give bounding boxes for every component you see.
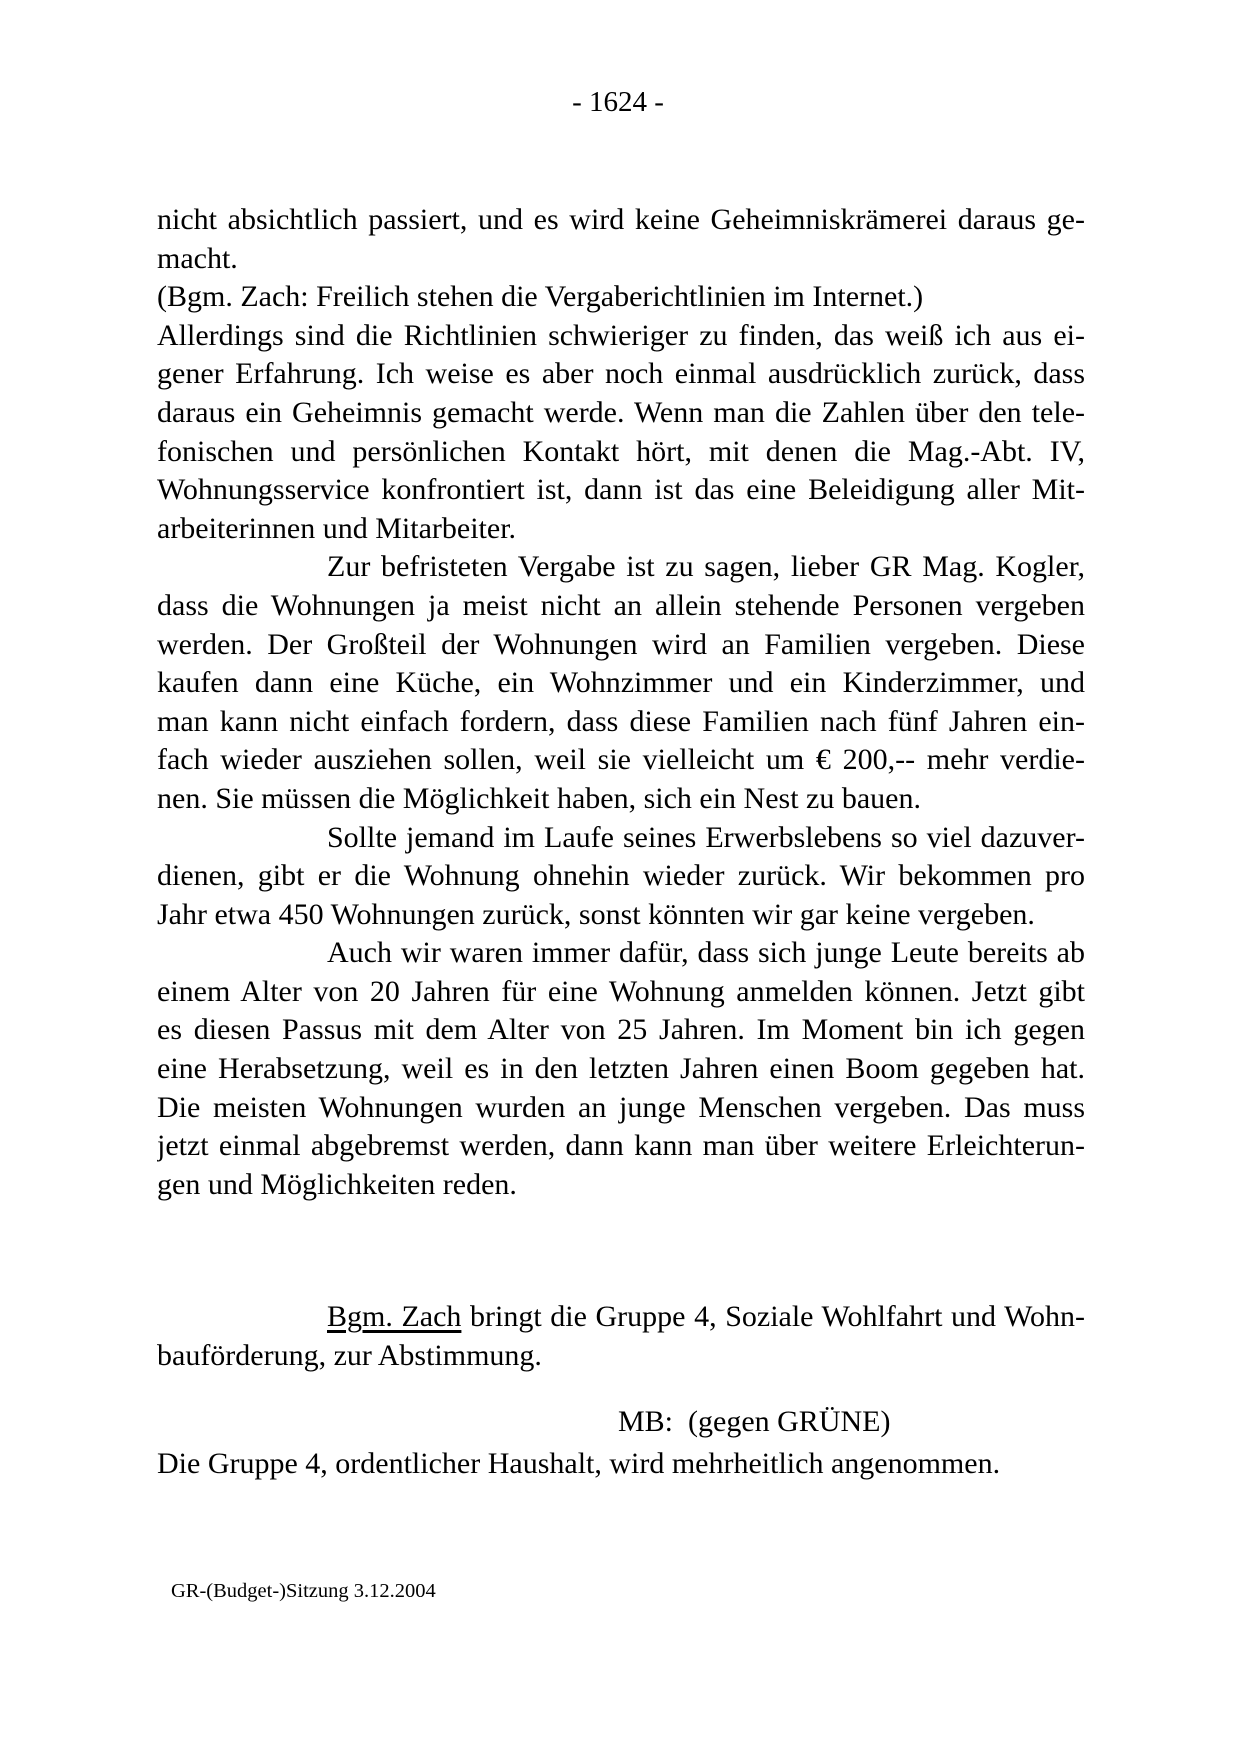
block-vote (157, 1403, 1085, 1442)
page-number: - 1624 - (572, 86, 664, 118)
block-speech-paragraph-2 (157, 548, 1085, 818)
block-result (157, 1445, 1085, 1484)
block-interjection (157, 278, 1085, 317)
text-line: werden. Der Großteil der Wohnungen wird an Familien vergeben. Diese (157, 627, 1085, 661)
text-line: einem Alter von 20 Jahren für eine Wohnung anmelden können. Jetzt gibt (157, 974, 1085, 1008)
text-line: Die meisten Wohnungen wurden an junge Menschen vergeben. Das muss (157, 1090, 1085, 1124)
text-line: gener Erfahrung. Ich weise es aber noch einmal ausdrücklich zurück, dass (157, 357, 1085, 391)
speaker-name-underlined: Bgm. Zach (327, 1300, 462, 1334)
text-line: Auch wir waren immer dafür, dass sich junge Leute bereits ab (327, 936, 1085, 970)
text-line: bauförderung, zur Abstimmung. (157, 1339, 542, 1373)
text-line: man kann nicht einfach fordern, dass diese Familien nach fünf Jahren ein- (157, 704, 1085, 738)
text-line: es diesen Passus mit dem Alter von 25 Jahren. Im Moment bin ich gegen (157, 1013, 1085, 1047)
text-line: fach wieder ausziehen sollen, weil sie vielleicht um € 200,-- mehr verdie- (157, 743, 1085, 777)
block-speech-paragraph-1 (157, 317, 1085, 549)
text-line: eine Herabsetzung, weil es in den letzten Jahren einen Boom gegeben hat. (157, 1052, 1085, 1086)
text-line: (Bgm. Zach: Freilich stehen die Vergaberichtlinien im Internet.) (157, 280, 924, 314)
page-footer: GR-(Budget-)Sitzung 3.12.2004 (171, 1580, 436, 1602)
text-line: nicht absichtlich passiert, und es wird keine Geheimniskrämerei daraus ge- (157, 203, 1085, 236)
block-paragraph-continuation (157, 201, 1085, 278)
text-line: kaufen dann eine Küche, ein Wohnzimmer und ein Kinderzimmer, und (157, 666, 1085, 700)
text-line: Zur befristeten Vergabe ist zu sagen, lieber GR Mag. Kogler, (327, 550, 1085, 584)
block-abstimmung (157, 1298, 1085, 1375)
block-speech-paragraph-4 (157, 934, 1085, 1204)
text-line: arbeiterinnen und Mitarbeiter. (157, 511, 517, 545)
result-line: Die Gruppe 4, ordentlicher Haushalt, wird mehrheitlich angenommen. (157, 1447, 1001, 1481)
text-line: macht. (157, 241, 238, 275)
text-line: dienen, gibt er die Wohnung ohnehin wieder zurück. Wir bekommen pro (157, 859, 1085, 893)
text-line: gen und Möglichkeiten reden. (157, 1167, 517, 1201)
vote-result-line: MB: (gegen GRÜNE) (618, 1404, 891, 1438)
document-body (157, 201, 1085, 1484)
text-line: Jahr etwa 450 Wohnungen zurück, sonst könnten wir gar keine vergeben. (157, 897, 1035, 931)
text-line: dass die Wohnungen ja meist nicht an allein stehende Personen vergeben (157, 588, 1085, 622)
abstimmung-intro-line: Bgm. Zach bringt die Gruppe 4, Soziale Wohlfahrt und Wohn- (327, 1300, 1085, 1334)
text-line: jetzt einmal abgebremst werden, dann kann man über weitere Erleichterun- (157, 1129, 1085, 1163)
text-line: Allerdings sind die Richtlinien schwieriger zu finden, das weiß ich aus ei- (157, 318, 1085, 352)
block-speech-paragraph-3 (157, 819, 1085, 935)
text-line: daraus ein Geheimnis gemacht werde. Wenn man die Zahlen über den tele- (157, 395, 1085, 429)
text-line: Sollte jemand im Laufe seines Erwerbslebens so viel dazuver- (327, 820, 1085, 854)
text-line: nen. Sie müssen die Möglichkeit haben, sich ein Nest zu bauen. (157, 781, 921, 815)
text-line: fonischen und persönlichen Kontakt hört, mit denen die Mag.-Abt. IV, (157, 434, 1085, 468)
text-line: Wohnungsservice konfrontiert ist, dann ist das eine Beleidigung aller Mit- (157, 473, 1085, 507)
